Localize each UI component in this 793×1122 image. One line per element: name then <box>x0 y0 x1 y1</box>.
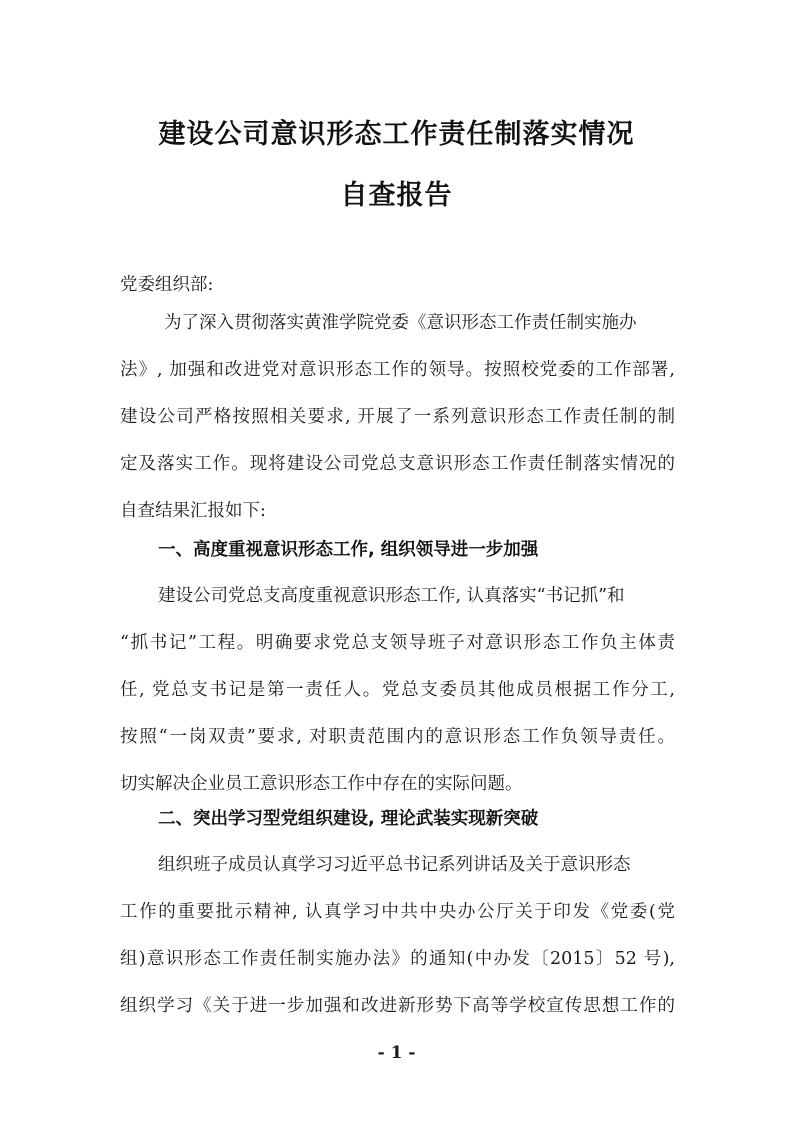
paragraph-line: 组织班子成员认真学习习近平总书记系列讲话及关于意识形态 <box>158 855 631 875</box>
section-heading-1: 一、高度重视意识形态工作, 组织领导进一步加强 <box>158 540 539 560</box>
paragraph-line: 任, 党总支书记是第一责任人。党总支委员其他成员根据工作分工, <box>120 680 675 700</box>
salutation: 党委组织部: <box>120 275 214 295</box>
section-heading-2: 二、突出学习型党组织建设, 理论武装实现新突破 <box>158 809 539 829</box>
paragraph-line: 定及落实工作。现将建设公司党总支意识形态工作责任制落实情况的 <box>120 454 675 474</box>
paragraph-line: 切实解决企业员工意识形态工作中存在的实际问题。 <box>120 774 523 794</box>
paragraph-line: 建设公司严格按照相关要求, 开展了一系列意识形态工作责任制的制 <box>120 407 675 427</box>
paragraph-line: 建设公司党总支高度重视意识形态工作, 认真落实“书记抓”和 <box>158 586 625 606</box>
paragraph-line: 工作的重要批示精神, 认真学习中共中央办公厅关于印发《党委(党 <box>120 902 675 922</box>
paragraph-line: 组织学习《关于进一步加强和改进新形势下高等学校宣传思想工作的 <box>120 996 675 1016</box>
paragraph-line: 按照“一岗双责”要求, 对职责范围内的意识形态工作负领导责任。 <box>120 727 675 747</box>
paragraph-line: 为了深入贯彻落实黄淮学院党委《意识形态工作责任制实施办 <box>164 313 637 333</box>
document-title-line2: 自查报告 <box>340 180 453 211</box>
page-number: - 1 - <box>377 1043 416 1063</box>
paragraph-line: 自查结果汇报如下: <box>120 501 266 521</box>
document-title-line1: 建设公司意识形态工作责任制落实情况 <box>158 119 635 150</box>
paragraph-line: 组)意识形态工作责任制实施办法》的通知(中办发〔2015〕52 号), <box>120 949 675 969</box>
paragraph-line: 法》, 加强和改进党对意识形态工作的领导。按照校党委的工作部署, <box>120 360 675 380</box>
paragraph-line: “抓书记”工程。明确要求党总支领导班子对意识形态工作负主体责 <box>120 633 675 653</box>
